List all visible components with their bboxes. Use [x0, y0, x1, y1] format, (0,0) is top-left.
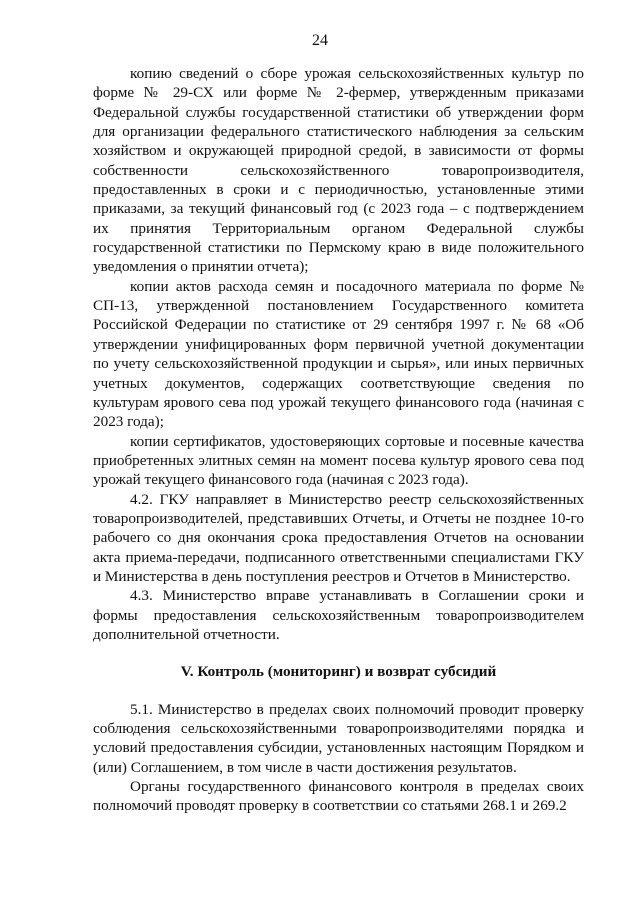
paragraph-seed-certificates: копии сертификатов, удостоверяющих сортовые и посевные качества приобретенных элитных семян на момент посева культур ярового сева под урожай текущего финансового года (начиная с 2023 года). [93, 432, 584, 489]
paragraph-seed-acts: копии актов расхода семян и посадочного материала по форме № СП-13, утвержденной постановлением Государственного комитета Российской Федерации по статистике от 29 сентября 1997 г. № 68 «Об утверждении унифицированных форм первичной учетной документации по учету сельскохозяйственной продукции и сырья», или иных первичных учетных документов, содержащих соответствующие сведения по культурам ярового сева под урожай текущего финансового года (начиная с 2023 года); [93, 277, 584, 431]
paragraph-harvest-report: копию сведений о сборе урожая сельскохозяйственных культур по форме № 29-СХ или форме № 2-фермер, утвержденным приказами Федеральной службы государственной статистики об утверждении форм для организации федерального статистического наблюдения за сельским хозяйством и окружающей природной средой, в зависимости от формы собственности сельскохозяйственного товаропроизводителя, предоставленных в сроки и с периодичностью, установленные этими приказами, за текущий финансовый год (с 2023 года – с подтверждением их принятия Территориальным органом Федеральной службы государственной статистики по Пермскому краю в виде положительного уведомления о принятии отчета); [93, 65, 584, 276]
page-number: 24 [312, 32, 328, 49]
paragraph-financial-control: Органы государственного финансового контроля в пределах своих полномочий проводят проверку в соответствии со статьями 268.1 и 269.2 [93, 778, 584, 815]
section-heading: V. Контроль (мониторинг) и возврат субсидий [180, 663, 497, 681]
paragraph-5-1: 5.1. Министерство в пределах своих полномочий проводит проверку соблюдения сельскохозяйственными товаропроизводителями порядка и условий предоставления субсидии, установленных настоящим Порядком и (или) Соглашением, в том числе в части достижения результатов. [93, 700, 584, 776]
paragraph-4-2: 4.2. ГКУ направляет в Министерство реестр сельскохозяйственных товаропроизводителей, представивших Отчеты, и Отчеты не позднее 10-го рабочего со дня окончания срока предоставления Отчетов на основании акта приема-передачи, подписанного ответственными специалистами ГКУ и Министерства в день поступления реестров и Отчетов в Министерство. [93, 490, 584, 585]
document-body [93, 64, 584, 816]
paragraph-4-3: 4.3. Министерство вправе устанавливать в Соглашении сроки и формы предоставления сельскохозяйственным товаропроизводителем дополнительной отчетности. [93, 587, 584, 643]
